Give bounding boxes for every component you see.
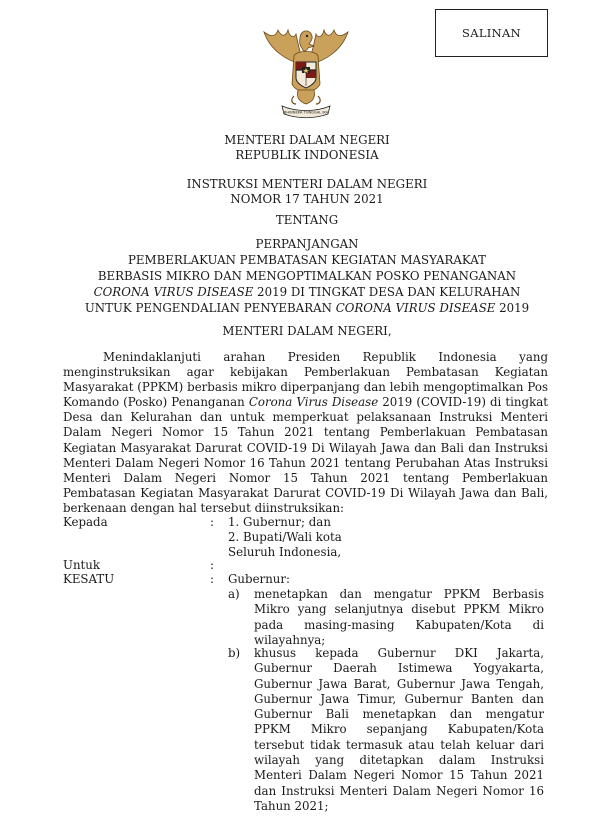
item-b-line: dan Instruksi Menteri Dalam Negeri Nomor 16 [254, 783, 544, 798]
subject-line-5-start: UNTUK PENGENDALIAN PENYEBARAN [84, 301, 336, 315]
item-b-line: Gubernur Bali menetapkan dan mengatur [254, 707, 544, 722]
item-a-line: Mikro yang selanjutnya disebut PPKM Mikro [254, 602, 544, 617]
subject-line-4-italic: CORONA VIRUS DISEASE [93, 285, 254, 299]
item-b-line: Tahun 2021; [254, 798, 329, 813]
kesatu-label: KESATU [63, 572, 115, 586]
item-b-line: wilayah yang ditetapkan dalam Instruksi [254, 753, 544, 768]
untuk-label: Untuk [63, 558, 101, 572]
kesatu-heading: Gubernur: [228, 572, 291, 586]
minister-title-line1: MENTERI DALAM NEGERI [224, 133, 390, 147]
subject-line-3: BERBASIS MIKRO DAN MENGOPTIMALKAN POSKO PENANGANAN [97, 269, 517, 283]
garuda-emblem-graphic [256, 24, 356, 120]
subject-line-5 [0, 301, 614, 316]
subject-line-1: PERPANJANGAN [255, 237, 359, 251]
item-b-line: Gubernur Jawa Barat, Gubernur Jawa Tengah, [254, 676, 544, 691]
kepada-colon: : [210, 515, 214, 529]
kepada-item-2: 2. Bupati/Wali kota [228, 530, 342, 544]
intro-text-part1: Menindaklanjuti arahan Presiden Republik Indonesia yang menginstruksikan agar kebijakan Pemberlakuan Pembatasan Kegiatan Masyarakat (PPKM) berbasis mikro diperpanjang dan lebih mengoptimalkan Pos Komando (Posko) Penanganan [63, 350, 548, 410]
instruction-title-line1: INSTRUKSI MENTERI DALAM NEGERI [186, 177, 428, 191]
subject-line-5-italic: CORONA VIRUS DISEASE [335, 301, 496, 315]
minister-title-line2: REPUBLIK INDONESIA [235, 148, 379, 162]
item-a-line: wilayahnya; [254, 632, 326, 647]
tentang-heading: TENTANG [275, 213, 339, 227]
item-a-line: menetapkan dan mengatur PPKM Berbasis [254, 587, 544, 601]
item-b-line: Gubernur Jawa Timur, Gubernur Banten dan [254, 691, 544, 706]
kesatu-colon: : [210, 572, 214, 586]
item-b-line: Menteri Dalam Negeri Nomor 15 Tahun 2021 [254, 768, 544, 783]
subject-line-4-rest: 2019 DI TINGKAT DESA DAN KELURAHAN [253, 285, 521, 299]
item-a-line: pada masing-masing Kabupaten/Kota di [254, 617, 544, 632]
garuda-emblem-icon [256, 24, 356, 120]
subject-line-2: PEMBERLAKUAN PEMBATASAN KEGIATAN MASYARAKAT [127, 253, 487, 267]
kepada-item-1: 1. Gubernur; dan [228, 515, 331, 529]
instruction-number: NOMOR 17 TAHUN 2021 [230, 192, 384, 206]
intro-paragraph [63, 350, 548, 516]
salinan-stamp: SALINAN [435, 9, 548, 57]
kepada-all: Seluruh Indonesia, [228, 545, 342, 559]
intro-text-italic: Corona Virus Disease [248, 395, 379, 410]
subject-line-4 [0, 285, 614, 300]
intro-text-part2: 2019 (COVID-19) di tingkat Desa dan Kelurahan dan untuk memperkuat pelaksanaan Instruksi Menteri Dalam Negeri Nomor 15 Tahun 2021 tentang Pemberlakuan Pembatasan Kegiatan Masyarakat Darurat COVID-19 Di Wilayah Jawa dan Bali dan Instruksi Menteri Dalam Negeri Nomor 16 Tahun 2021 tentang Perubahan Atas Instruksi Menteri Dalam Negeri Nomor 15 Tahun 2021 tentang Pemberlakuan Pembatasan Kegiatan Masyarakat Darurat COVID-19 Di Wilayah Jawa dan Bali, berkenaan dengan hal tersebut diinstruksikan: [63, 395, 548, 515]
untuk-colon: : [210, 558, 214, 572]
item-a-text [254, 587, 544, 648]
item-b-line: Gubernur Daerah Istimewa Yogyakarta, [254, 661, 544, 676]
item-b-marker: b) [228, 646, 241, 660]
addressee-heading: MENTERI DALAM NEGERI, [222, 324, 392, 338]
kepada-label: Kepada [63, 515, 108, 529]
item-a-marker: a) [228, 587, 240, 601]
item-b-line: tersebut tidak termasuk atau telah keluar dari [254, 737, 544, 752]
subject-line-5-end: 2019 [495, 301, 530, 315]
item-b-text [254, 646, 544, 814]
emblem-motto: BHINNEKA TUNGGAL IKA [283, 110, 329, 115]
item-b-line: PPKM Mikro sepanjang Kabupaten/Kota [254, 722, 544, 737]
item-b-line: khusus kepada Gubernur DKI Jakarta, [254, 646, 544, 660]
